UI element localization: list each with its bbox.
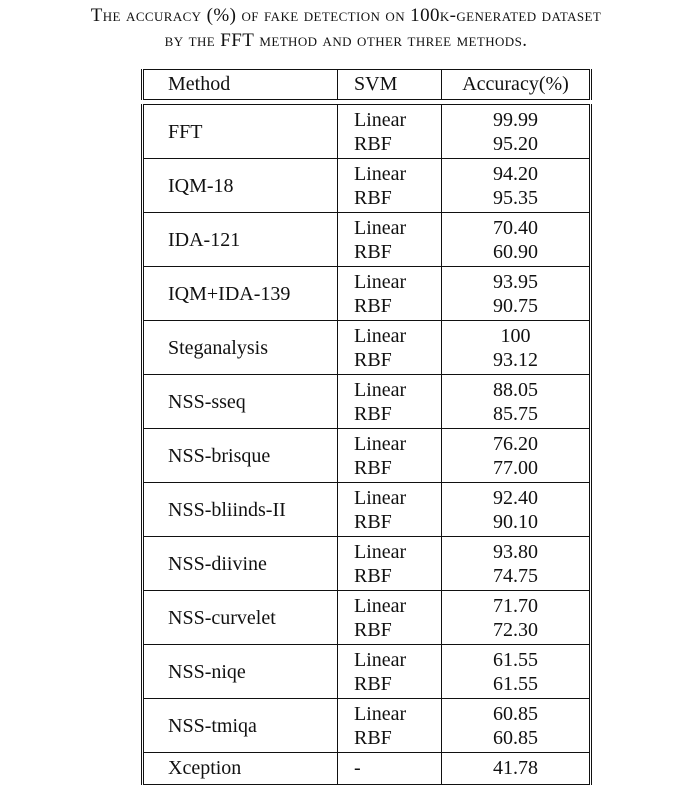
table-row	[143, 645, 591, 699]
accuracy-cell	[442, 375, 591, 429]
accuracy-value: 85.75	[493, 402, 538, 425]
svm-kernel: RBF	[354, 186, 392, 209]
svm-cell	[338, 537, 442, 591]
accuracy-value: 60.90	[493, 240, 538, 263]
accuracy-cell	[442, 483, 591, 537]
caption-line1-prefix: The accuracy (%) of fake detection on	[90, 5, 406, 26]
accuracy-value: 77.00	[493, 456, 538, 479]
svm-kernel: RBF	[354, 348, 392, 371]
method-cell: IQM+IDA-139	[143, 267, 338, 321]
table-row	[143, 159, 591, 213]
svm-kernel: RBF	[354, 672, 392, 695]
svm-kernel: RBF	[354, 618, 392, 641]
svm-kernel: Linear	[354, 108, 407, 131]
table-row	[143, 753, 591, 785]
table-row	[143, 699, 591, 753]
svm-kernel: Linear	[354, 648, 407, 671]
table-row	[143, 483, 591, 537]
svm-cell	[338, 591, 442, 645]
svm-cell	[338, 375, 442, 429]
header-svm: SVM	[338, 70, 442, 100]
accuracy-value: 88.05	[493, 378, 538, 401]
method-cell: NSS-curvelet	[143, 591, 338, 645]
accuracy-value: 90.10	[493, 510, 538, 533]
accuracy-cell	[442, 699, 591, 753]
svm-kernel: RBF	[354, 132, 392, 155]
header-method: Method	[143, 70, 338, 100]
svm-cell	[338, 159, 442, 213]
svm-cell	[338, 483, 442, 537]
method-cell: Steganalysis	[143, 321, 338, 375]
method-cell: NSS-niqe	[143, 645, 338, 699]
accuracy-value: 95.20	[493, 132, 538, 155]
accuracy-value: 71.70	[493, 594, 538, 617]
method-cell: FFT	[143, 105, 338, 159]
svm-kernel: RBF	[354, 402, 392, 425]
accuracy-value: 72.30	[493, 618, 538, 641]
accuracy-value: 93.95	[493, 270, 538, 293]
method-cell: NSS-brisque	[143, 429, 338, 483]
accuracy-value: 93.80	[493, 540, 538, 563]
svm-cell	[338, 645, 442, 699]
svm-cell	[338, 267, 442, 321]
svm-kernel: Linear	[354, 162, 407, 185]
accuracy-value: 60.85	[493, 726, 538, 749]
accuracy-value: 60.85	[493, 702, 538, 725]
svm-cell	[338, 321, 442, 375]
accuracy-value: 93.12	[493, 348, 538, 371]
caption-line-1	[0, 3, 692, 28]
caption-line1-number: 100	[410, 5, 440, 26]
svm-kernel: -	[354, 757, 361, 779]
accuracy-value: 95.35	[493, 186, 538, 209]
table-caption	[0, 3, 692, 53]
svm-cell	[338, 213, 442, 267]
svm-kernel: RBF	[354, 564, 392, 587]
caption-line2-prefix: by the	[164, 30, 216, 51]
caption-line2-fft: FFT	[220, 30, 255, 51]
svm-cell	[338, 429, 442, 483]
accuracy-value: 90.75	[493, 294, 538, 317]
accuracy-cell	[442, 753, 591, 785]
caption-line-2	[0, 28, 692, 53]
accuracy-value: 61.55	[493, 648, 538, 671]
svm-cell	[338, 699, 442, 753]
method-cell: IDA-121	[143, 213, 338, 267]
accuracy-value: 92.40	[493, 486, 538, 509]
accuracy-value: 61.55	[493, 672, 538, 695]
table-header-row	[143, 70, 591, 100]
results-table	[141, 69, 592, 785]
accuracy-value: 70.40	[493, 216, 538, 239]
svm-kernel: RBF	[354, 726, 392, 749]
results-table-body	[143, 70, 591, 785]
svm-kernel: Linear	[354, 270, 407, 293]
svm-kernel: Linear	[354, 486, 407, 509]
accuracy-cell	[442, 267, 591, 321]
table-row	[143, 429, 591, 483]
svm-cell	[338, 105, 442, 159]
method-cell: NSS-sseq	[143, 375, 338, 429]
table-row	[143, 105, 591, 159]
accuracy-value: 41.78	[493, 757, 538, 779]
method-cell: Xception	[143, 753, 338, 785]
table-row	[143, 321, 591, 375]
method-cell: NSS-tmiqa	[143, 699, 338, 753]
table-row	[143, 591, 591, 645]
accuracy-cell	[442, 105, 591, 159]
svm-cell	[338, 753, 442, 785]
accuracy-cell	[442, 159, 591, 213]
svm-kernel: Linear	[354, 594, 407, 617]
svm-kernel: RBF	[354, 240, 392, 263]
table-row	[143, 213, 591, 267]
accuracy-cell	[442, 213, 591, 267]
caption-line2-suffix: method and other three methods.	[259, 30, 528, 51]
accuracy-value: 99.99	[493, 108, 538, 131]
method-cell: NSS-bliinds-II	[143, 483, 338, 537]
svm-kernel: RBF	[354, 510, 392, 533]
svm-kernel: Linear	[354, 378, 407, 401]
accuracy-value: 94.20	[493, 162, 538, 185]
method-cell: IQM-18	[143, 159, 338, 213]
method-cell: NSS-diivine	[143, 537, 338, 591]
accuracy-value: 74.75	[493, 564, 538, 587]
svm-kernel: Linear	[354, 216, 407, 239]
accuracy-value: 100	[500, 324, 531, 347]
svm-kernel: Linear	[354, 540, 407, 563]
svm-kernel: RBF	[354, 294, 392, 317]
svm-kernel: Linear	[354, 702, 407, 725]
table-row	[143, 267, 591, 321]
table-row	[143, 537, 591, 591]
accuracy-cell	[442, 321, 591, 375]
svm-kernel: Linear	[354, 324, 407, 347]
accuracy-value: 76.20	[493, 432, 538, 455]
accuracy-cell	[442, 537, 591, 591]
caption-line1-suffix: k-generated dataset	[439, 5, 602, 26]
accuracy-cell	[442, 645, 591, 699]
accuracy-cell	[442, 429, 591, 483]
header-accuracy: Accuracy(%)	[442, 70, 591, 100]
svm-kernel: Linear	[354, 432, 407, 455]
svm-kernel: RBF	[354, 456, 392, 479]
accuracy-cell	[442, 591, 591, 645]
table-row	[143, 375, 591, 429]
